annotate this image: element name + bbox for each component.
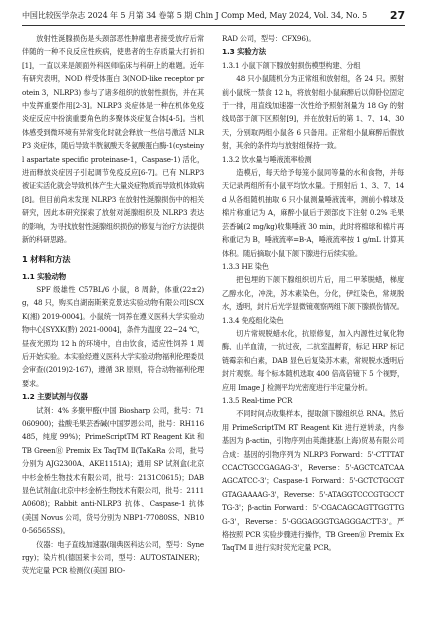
page-number: 27	[389, 9, 405, 22]
section-1-2-heading: 1.2 主要试剂与仪器	[22, 392, 88, 402]
continued-paragraph: RAD 公司，型号：CFX96)。	[222, 34, 316, 43]
section-1-3-1-heading: 1.3.1 小鼠下颌下腺放射损伤模型构建、分组	[222, 60, 361, 70]
section-1-1-heading: 1.1 实验动物	[22, 271, 67, 281]
section-1-3-5-heading: 1.3.5 Real-time PCR	[222, 395, 293, 405]
section-1-3-4-heading: 1.3.4 免疫组化染色	[222, 315, 284, 325]
animals-paragraph: SPF 级雄性 C57BL/6 小鼠，8 周龄，体重(22±2)g，48 只，购买自湖南斯莱克景达实验动物有限公司[SCXK(湘) 2019-0004]。小鼠统一饲养在遵义医科大学实验动物中心[SYXK(黔) 2021-0004]，条件为温度 22~24 ℃，昼夜光照均 12 h 的环境中，自由饮食，适应性饲养 1 周后开始实验。本实验经遵义医科大学实验动物福利伦理委员会审查((2019)2-167)，遵循 3R 原则，符合动物福利伦理要求。	[22, 284, 204, 388]
he-stain-paragraph: 把包埋的下颌下腺组织切片后，用二甲苯脱蜡，梯度乙醇水化，冲洗，苏木素染色，分化，伊红染色，常规脱水，透明，封片后光学显微镜观察两组下颌下腺损伤情况。	[222, 275, 404, 312]
section-1-3-heading: 1.3 实验方法	[222, 47, 267, 57]
left-column	[22, 32, 204, 578]
reagents-paragraph: 试剂：4% 多聚甲醛(中国 Biosharp 公司，批号：71060900)；盐酸毛果芸香碱(中国罗恩公司，批号：RH116485，纯度 99%)；PrimeScriptTM RT Reagent Kit 和 TB GreenⓇ Premix Ex TaqTM Ⅱ(TaKaRa 公司，批号分别为 AJG2300A、AKE1151A)；通用 SP 试剂盒(北京中杉金桥生物技术有限公司，批号：2131C0615)；DAB 显色试剂盒(北京中杉金桥生物技术有限公司，批号：2111A0608)；Rabbit anti-NLRP3 抗体、Caspase-1 抗体(美国 Novus 公司，货号分别为 NBP1-77080SS、NB100-56565SS)。	[22, 405, 204, 536]
section-1-heading: 1 材料和方法	[22, 253, 71, 264]
ihc-paragraph: 切片常规脱蜡水化，抗原修复，加入内源性过氧化物酶、山羊血清，一抗过夜，二抗室温孵育，标记 HRP 标记链霉亲和白素，DAB 显色后复染苏木素，常规脱水透明后封片观察。每个标本随机选取 400 倍高倍镜下 5 个视野，应用 Image J 检测平均光密度进行半定量分析。	[222, 328, 404, 392]
section-1-3-3-heading: 1.3.3 HE 染色	[222, 261, 269, 271]
intro-paragraph: 放射性涎腺损伤是头颈部恶性肿瘤患者接受放疗后常伴随的一种不良反应性疾病，使患者的生存质量大打折扣[1]，一直以来是颌面外科医师临床与科研上的难题。近年有研究表明，NOD 样受体蛋白 3(NOD-like receptor protein 3，NLRP3) 参与了诸多组织的放射性损伤，并在其中发挥重要作用[2-3]。NLRP3 炎症体是一种在机体免疫炎症反应中扮演重要角色的多聚体炎症复合体[4-5]。当机体感受到微环境有异常变化时就会释放一些信号激活 NLRP3 炎症体，随后导致半胱氨酸天冬氨酸蛋白酶-1(cysteinyl aspartate specific proteinase-1，Caspase-1) 活化，进而释放炎症因子引起调节免疫反应[6-7]。已有 NLRP3 被证实活化就会导致机体产生大量炎症物质而导致机体致病[8]。但目前尚未发现 NLRP3 在放射性涎腺损伤中的相关研究，因此本研究探索了放射对涎腺组织及 NLRP3 表达的影响，为寻找放射性涎腺组织损伤的修复与治疗方法提供新的科研思路。	[22, 34, 204, 245]
right-column	[222, 32, 404, 555]
header-rule	[22, 25, 405, 26]
model-paragraph: 48 只小鼠随机分为正常组和放射组，各 24 只。照射前小鼠统一禁食 12 h，将放射组小鼠麻醉后以仰卧位固定于一排，用直线加速器一次性给予照射剂量为 18 Gy 的射线局部于颌下区照射[9]，并在放射后的第 1、7、14、30 天，分别取两组小鼠各 6 只备用。正常组小鼠麻醉后假放射，其余的条件均与放射组保持一致。	[222, 74, 404, 151]
journal-citation: 中国比较医学杂志 2024 年 5 月第 34 卷第 5 期 Chin J Comp Med, May 2024, Vol. 34, No. 5	[22, 11, 368, 20]
section-1-3-2-heading: 1.3.2 饮水量与唾液流率检测	[222, 154, 312, 164]
instruments-paragraph: 仪器：电子直线加速器(瑞典医科达公司，型号：Synergy)；染片机(德国莱卡公司，型号：AUTOSTAINER)；荧光定量 PCR 检测仪(美国 BIO-	[22, 539, 204, 576]
running-header	[22, 8, 405, 24]
pcr-paragraph: 不同时间点收集样本，提取颌下腺组织总 RNA。然后用 PrimeScriptTM RT Reagent Kit 进行逆转录，内参基因为 β-actin，引物序列由英潍捷基(上海)贸易有限公司合成：基因的引物序列为 NLRP3 Forward：5'-CTTTATCCACTGCCGAGAG-3'，Reverse：5'-AGCTCATCAAAGCATCC-3'；Caspase-1 Forward：5'-GCTCTGCGTGTAGAAAAG-3'，Reverse：5'-ATAGGTCCCGTGCCTTG-3'；β-actin Forward：5'-CGACAGCAGTTGGTTGG-3'，Reverse：5'-GGGAGGGTGAGGGACTT-3'。严格按照 PCR 实验步骤进行操作，TB GreenⓇ Premix Ex TaqTM Ⅱ 进行实时荧光定量 PCR。	[222, 409, 404, 553]
saliva-paragraph: 造模后，每天给予每笼小鼠同等量的水和食物，并每天记录两组所有小鼠平均饮水量。于照射后 1、3、7、14 d 从各组随机抽取 6 只小鼠测量唾液流率，测前小棉球及棉片称重记为 A，麻醉小鼠后于颈部皮下注射 0.2% 毛果芸香碱(2 mg/kg)收集唾液 30 min，此时将棉球和棉片再称重记为 B，唾液流率=B-A，唾液流率按 1 g/mL 计算其体积。随后摘取小鼠下颌下腺进行后续实验。	[222, 168, 404, 258]
